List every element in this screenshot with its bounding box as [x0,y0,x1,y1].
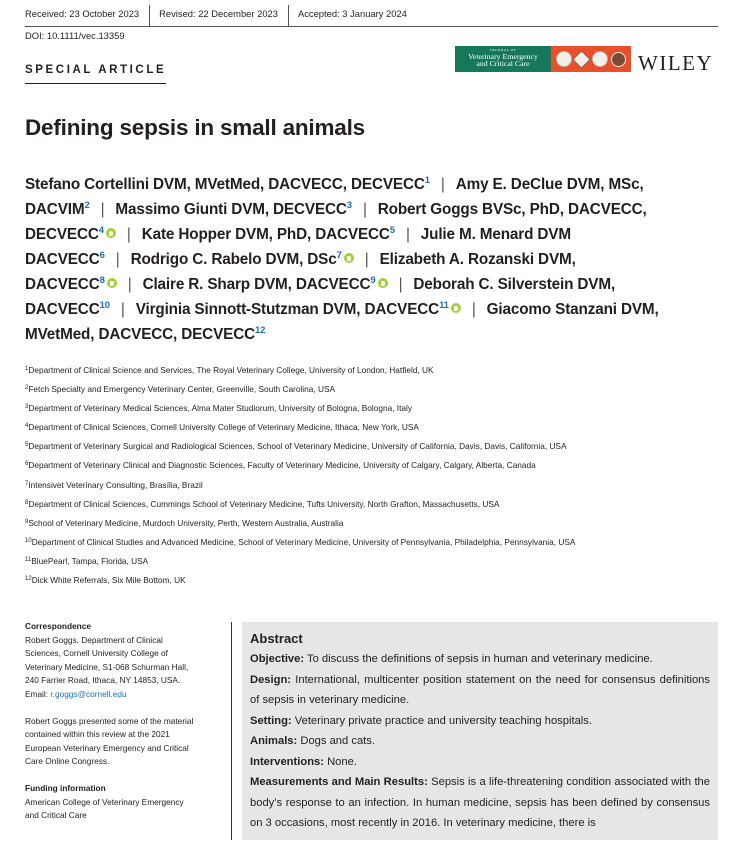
author-name[interactable]: Massimo Giunti DVM, DECVECC [115,201,347,218]
affiliation: $^7$Intensivet Veterinary Consulting, Brasília, Brazil [25,479,203,490]
abstract-design: Design: International, multicenter position statement on the need for consensus definitions of sepsis in veterinary medicine. [250,673,710,706]
author-name[interactable]: Deborah C. Silverstein DVM, [413,276,616,293]
revised-date: Revised: 22 December 2023 [149,5,288,27]
accepted-date: Accepted: 3 January 2024 [288,5,417,27]
affiliation: $^3$Department of Veterinary Medical Sciences, Alma Mater Studiorum, University of Bologna, Bologna, Italy [25,403,413,414]
society-seal-icon [592,51,608,67]
publisher-logo[interactable]: WILEY [638,51,714,75]
funding-heading: Funding information [25,783,106,793]
orcid-icon[interactable] [451,303,461,313]
affiliation: $^{12}$Dick White Referrals, Six Mile Bottom, UK [25,575,186,586]
society-seal-icon [556,51,572,67]
article-title: Defining sepsis in small animals [25,115,365,140]
affiliation: $^4$Department of Clinical Sciences, Cornell University College of Veterinary Medicine, Ithaca, New York, USA [25,422,419,433]
abstract-results: Measurements and Main Results: Sepsis is a life-threatening condition associated with the body’s response to an infection. In human medicine, sepsis has been defined by consensus on 3 occasions, most recently in 2016. In veterinary medicine, there is [250,776,711,829]
abstract-setting: Setting: Veterinary private practice and university teaching hospitals. [250,714,592,727]
author-name[interactable]: Amy E. DeClue DVM, MSc, [455,176,644,193]
abstract-heading: Abstract [250,631,303,646]
affiliation: $^5$Department of Veterinary Surgical and Radiological Sciences, School of Veterinary Medicine, University of California, Davis, Davis, California, USA [25,441,567,452]
orcid-icon[interactable] [107,278,117,288]
abstract-objective: Objective: To discuss the definitions of sepsis in human and veterinary medicine. [250,653,653,665]
doi[interactable]: DOI: 10.1111/vec.13359 [25,30,125,41]
author-line: MVetMed, DACVECC, DECVECC$^{12}$ [25,325,266,343]
affiliation: $^1$Department of Clinical Science and Services, The Royal Veterinary College, University of London, Hatfield, UK [25,365,434,375]
author-line: DACVECC$^{10}$ | Virginia Sinnott-Stutzman DVM, DACVECC$^{11}$ | Giacomo Stanzani DVM, [25,300,659,318]
author-name[interactable]: Robert Goggs BVSc, PhD, DACVECC, [377,201,647,218]
author-line: DECVECC$^4$ | Kate Hopper DVM, PhD, DACVECC$^5$ | Julie M. Menard DVM [25,225,571,243]
journal-name-line2: and Critical Care [476,59,530,69]
author-name[interactable]: Elizabeth A. Rozanski DVM, [379,251,576,268]
author-name[interactable]: Kate Hopper DVM, PhD, DACVECC [141,226,390,243]
journal-logo[interactable] [455,46,631,72]
author-line: DACVIM$^2$ | Massimo Giunti DVM, DECVECC$^3$ | Robert Goggs BVSc, PhD, DACVECC, [25,200,647,218]
column-divider [231,622,232,840]
author-name[interactable]: Virginia Sinnott-Stutzman DVM, DACVECC [135,301,440,318]
abstract-interventions: Interventions: None. [250,755,357,768]
author-line: DACVECC$^8$ | Claire R. Sharp DVM, DACVECC$^9$ | Deborah C. Silverstein DVM, [25,275,616,293]
affiliation: $^6$Department of Veterinary Clinical and Diagnostic Sciences, Faculty of Veterinary Medicine, University of Calgary, Calgary, Alberta, Canada [25,460,536,471]
abstract-animals: Animals: Dogs and cats. [250,735,375,747]
affiliation: $^{11}$BluePearl, Tampa, Florida, USA [25,555,149,566]
orcid-icon[interactable] [344,253,354,263]
abstract-box [242,622,718,840]
received-date: Received: 23 October 2023 [25,8,140,19]
journal-name-line1: Veterinary Emergency [468,51,538,61]
author-line: Stefano Cortellini DVM, MVetMed, DACVECC, DECVECC$^1$ | Amy E. DeClue DVM, MSc, [25,175,644,193]
author-line: DACVECC$^6$ | Rodrigo C. Rabelo DVM, DSc$^7$ | Elizabeth A. Rozanski DVM, [25,250,576,268]
article-dates [25,5,718,27]
author-name[interactable]: Giacomo Stanzani DVM, [486,301,659,318]
correspondence-sidebar: Correspondence Robert Goggs, Department of Clinical Sciences, Cornell University College of Veterinary Medicine, S1-068 Schurman Hall, 240 Farrier Road, Ithaca, NY 14853, USA. Email: r.goggs@cornell.edu Robert Goggs presented some of the material contained within this review at the 2021 European Veterinary Emergency and Critical Care Online Congress. Funding information American College of Veterinary Emergency and Critical Care [25,620,225,823]
author-name[interactable]: Claire R. Sharp DVM, DACVECC [142,276,371,293]
affiliation: $^{10}$Department of Clinical Studies and Advanced Medicine, School of Veterinary Medicine, University of Pennsylvania, Philadelphia, Pennsylvania, USA [25,536,576,547]
email-link[interactable]: r.goggs@cornell.edu [50,688,127,699]
society-cross-icon [611,52,626,67]
affiliation: $^9$School of Veterinary Medicine, Murdoch University, Perth, Western Australia, Australia [25,517,344,528]
author-name[interactable]: Julie M. Menard DVM [420,226,571,243]
orcid-icon[interactable] [106,228,116,238]
affiliations [25,364,575,593]
affiliation: $^8$Department of Clinical Sciences, Cummings School of Veterinary Medicine, Tufts University, North Grafton, Massachusetts, USA [25,498,500,509]
society-diamond-icon [573,50,591,68]
affiliation: $^2$Fetch Specialty and Emergency Veterinary Center, Greenville, South Carolina, USA [25,384,336,395]
author-list [25,172,725,347]
author-name[interactable]: Rodrigo C. Rabelo DVM, DSc [130,251,337,268]
correspondence-heading: Correspondence [25,621,91,631]
orcid-icon[interactable] [378,278,388,288]
author-name[interactable]: Stefano Cortellini DVM, MVetMed, DACVECC, DECVECC [25,176,425,193]
journal-name-block: JOURNAL OF Veterinary Emergency and Critical Care [455,46,551,72]
society-seals [551,46,631,72]
section-label: SPECIAL ARTICLE [25,64,166,84]
